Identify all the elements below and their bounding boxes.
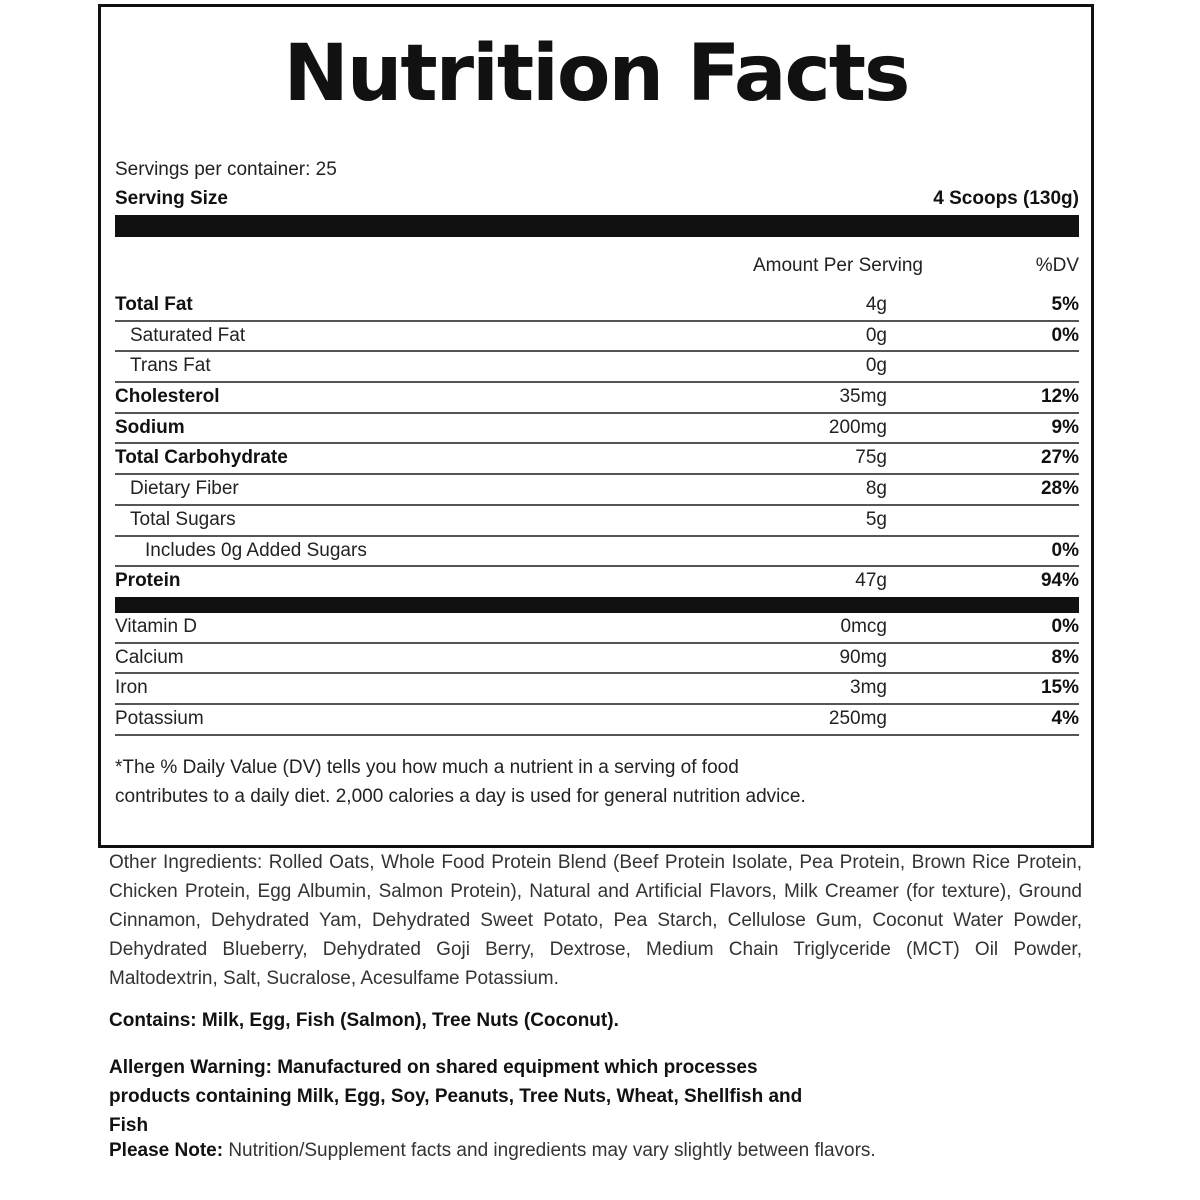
nutrient-dv: 0% — [1051, 539, 1079, 561]
thick-divider-vitamins — [115, 597, 1079, 613]
vitamin-label: Calcium — [115, 646, 184, 668]
column-headers — [115, 255, 1079, 279]
nutrient-row-sodium — [115, 414, 1079, 445]
nutrient-label: Dietary Fiber — [130, 478, 239, 500]
vitamin-list — [115, 613, 1079, 736]
nutrient-dv: 12% — [1040, 386, 1079, 408]
please-note-text: Nutrition/Supplement facts and ingredients may vary slightly between flavors. — [223, 1140, 876, 1161]
vitamin-label: Iron — [115, 677, 148, 699]
vitamin-dv: 15% — [1040, 677, 1079, 699]
daily-value-footnote: *The % Daily Value (DV) tells you how much a nutrient in a serving of food contributes to a daily diet. 2,000 calories a day is used for general nutrition advice. — [115, 757, 806, 807]
nutrient-dv: 0% — [1051, 324, 1079, 346]
nutrient-label: Protein — [115, 570, 181, 592]
nutrient-amount: 0g — [865, 324, 887, 346]
nutrient-amount: 4g — [865, 294, 887, 315]
nutrient-amount: 75g — [855, 447, 887, 469]
amount-per-serving-header: Amount Per Serving — [752, 255, 923, 276]
nutrient-row-saturated-fat — [115, 322, 1079, 353]
vitamin-amount: 0mcg — [840, 616, 887, 637]
serving-size-value: 4 Scoops (130g) — [933, 188, 1079, 209]
nutrient-label: Includes 0g Added Sugars — [145, 539, 367, 561]
nutrient-amount: 5g — [865, 508, 887, 530]
nutrient-label: Total Carbohydrate — [115, 447, 288, 469]
vitamin-amount: 250mg — [828, 708, 887, 730]
serving-size-row — [115, 188, 1079, 210]
nutrient-dv: 28% — [1040, 478, 1079, 500]
nutrient-row-cholesterol — [115, 383, 1079, 414]
nutrient-label: Sodium — [115, 416, 185, 438]
nutrient-label: Total Sugars — [130, 508, 236, 530]
nutrient-dv: 5% — [1051, 294, 1079, 315]
vitamin-dv: 8% — [1051, 646, 1079, 668]
nutrient-dv: 94% — [1040, 570, 1079, 592]
vitamin-amount: 90mg — [839, 646, 887, 668]
thick-divider-top — [115, 215, 1079, 237]
nutrient-amount: 8g — [865, 478, 887, 500]
vitamin-row-calcium — [115, 644, 1079, 675]
nutrient-amount: 35mg — [839, 386, 887, 408]
nutrient-dv: 9% — [1051, 416, 1079, 438]
nutrient-amount: 47g — [855, 570, 887, 592]
page-title: Nutrition Facts — [283, 29, 909, 119]
nutrient-row-trans-fat — [115, 352, 1079, 383]
vitamin-row-potassium — [115, 705, 1079, 736]
vitamin-label: Potassium — [115, 708, 204, 730]
nutrient-label: Saturated Fat — [130, 324, 246, 346]
vitamin-dv: 4% — [1051, 708, 1079, 730]
vitamin-row-iron — [115, 674, 1079, 705]
nutrient-row-dietary-fiber — [115, 475, 1079, 506]
other-ingredients: Other Ingredients: Rolled Oats, Whole Food Protein Blend (Beef Protein Isolate, Pea Protein, Brown Rice Protein, Chicken Protein, Egg Albumin, Salmon Protein), Natural and Artificial Flavors, Milk Creamer (for texture), Ground Cinnamon, Dehydrated Yam, Dehydrated Sweet Potato, Pea Starch, Cellulose Gum, Coconut Water Powder, Dehydrated Blueberry, Dehydrated Goji Berry, Dextrose, Medium Chain Triglyceride (MCT) Oil Powder, Maltodextrin, Salt, Sucralose, Acesulfame Potassium. — [109, 852, 1082, 989]
vitamin-amount: 3mg — [850, 677, 887, 699]
nutrient-label: Cholesterol — [115, 386, 220, 408]
nutrient-list — [115, 291, 1079, 598]
nutrient-row-protein — [115, 567, 1079, 598]
nutrient-row-total-fat — [115, 291, 1079, 322]
servings-per-container: Servings per container: 25 — [115, 159, 337, 180]
nutrient-dv: 27% — [1040, 447, 1079, 469]
nutrient-row-total-sugars — [115, 506, 1079, 537]
nutrient-amount: 200mg — [828, 416, 887, 438]
nutrient-row-added-sugars — [115, 537, 1079, 568]
nutrient-label: Trans Fat — [130, 355, 211, 377]
contains-allergens: Contains: Milk, Egg, Fish (Salmon), Tree Nuts (Coconut). — [109, 1010, 619, 1031]
serving-size-label: Serving Size — [115, 188, 228, 209]
vitamin-dv: 0% — [1051, 616, 1079, 637]
nutrient-row-total-carbohydrate — [115, 444, 1079, 475]
please-note — [109, 1140, 876, 1162]
nutrient-label: Total Fat — [115, 294, 193, 315]
nutrient-amount: 0g — [865, 355, 887, 377]
allergen-warning: Allergen Warning: Manufactured on shared equipment which processes products containing Milk, Egg, Soy, Peanuts, Tree Nuts, Wheat, Shellfish and Fish — [109, 1057, 803, 1136]
daily-value-header: %DV — [1035, 255, 1079, 276]
nutrition-facts-panel — [98, 4, 1094, 848]
vitamin-label: Vitamin D — [115, 616, 198, 637]
vitamin-row-vitamin-d — [115, 613, 1079, 644]
please-note-label: Please Note: — [109, 1140, 224, 1161]
